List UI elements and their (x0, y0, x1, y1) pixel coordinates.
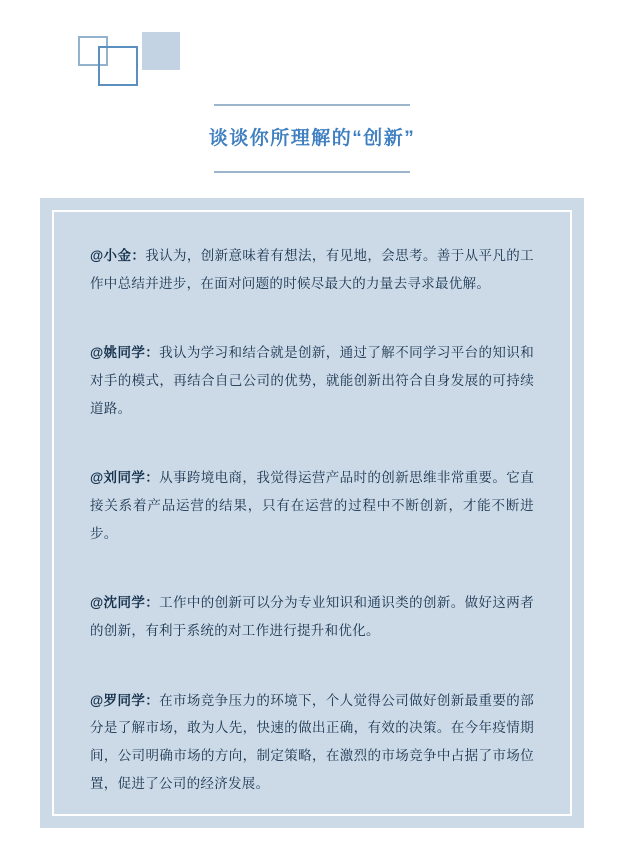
response-text: 工作中的创新可以分为专业知识和通识类的创新。做好这两者的创新，有利于系统的对工作进行提升和优化。 (90, 595, 534, 639)
list-item (90, 464, 534, 547)
response-text: 我认为学习和结合就是创新，通过了解不同学习平台的知识和对手的模式，再结合自己公司的优势，就能创新出符合自身发展的可持续道路。 (90, 345, 534, 416)
responses-panel (40, 198, 584, 828)
square-filled-icon (142, 32, 180, 70)
title-rule-top (214, 104, 410, 106)
page-title: 谈谈你所理解的“创新” (208, 128, 416, 149)
header (0, 104, 624, 173)
response-author: @罗同学： (90, 692, 160, 708)
response-text: 在市场竞争压力的环境下，个人觉得公司做好创新最重要的部分是了解市场，敢为人先，快速的做出正确，有效的决策。在今年疫情期间，公司明确市场的方向，制定策略，在激烈的市场竞争中占据了市场位置，促进了公司的经济发展。 (90, 692, 534, 791)
list-item (90, 242, 534, 297)
list-item (90, 589, 534, 644)
list-item (90, 339, 534, 422)
response-author: @小金： (90, 248, 146, 263)
response-author: @姚同学： (90, 345, 160, 361)
response-author: @刘同学： (90, 470, 160, 486)
response-author: @沈同学： (90, 595, 160, 611)
title-rule-bottom (214, 171, 410, 173)
response-text: 从事跨境电商，我觉得运营产品时的创新思维非常重要。它直接关系着产品运营的结果，只有在运营的过程中不断创新，才能不断进步。 (90, 470, 534, 541)
list-item (90, 687, 534, 798)
decorative-squares (78, 32, 198, 92)
responses-panel-inner (52, 210, 572, 816)
square-outline-dark-icon (98, 46, 138, 86)
response-text: 我认为，创新意味着有想法，有见地，会思考。善于从平凡的工作中总结并进步，在面对问题的时候尽最大的力量去寻求最优解。 (90, 248, 534, 291)
